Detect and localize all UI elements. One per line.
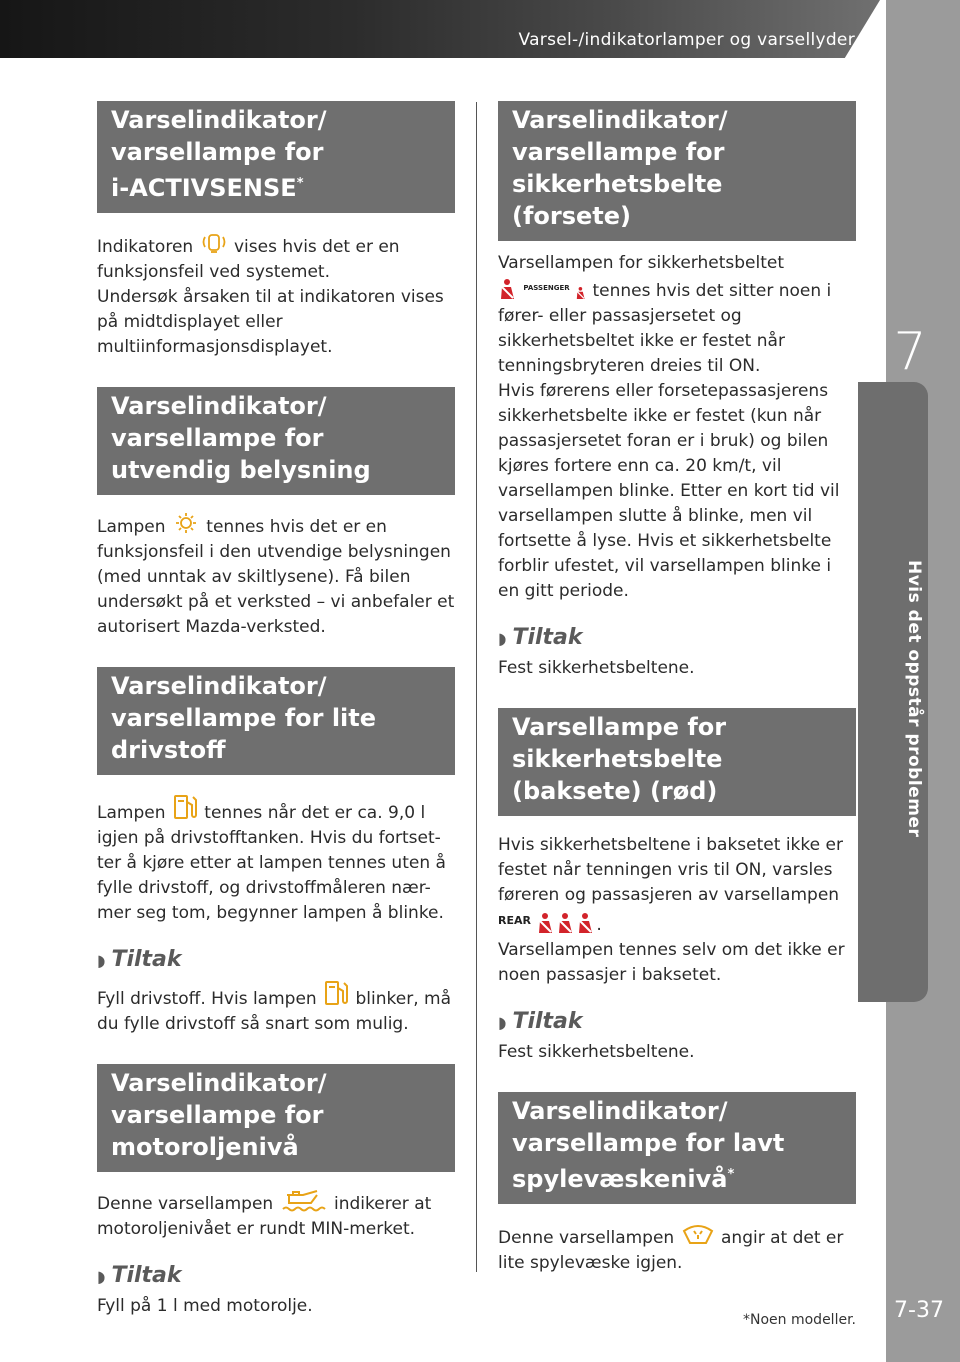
- heading-line: Varselindikator/: [111, 1069, 327, 1097]
- arrow-icon: ◗: [97, 951, 106, 970]
- footnote-star: *: [727, 1167, 735, 1182]
- action-front-seatbelt: Fest sikkerhetsbeltene.: [498, 658, 695, 678]
- footnote-star: *: [296, 176, 304, 191]
- heading-line: varsellampe for: [512, 138, 725, 166]
- seatbelt-icon: [498, 278, 518, 300]
- heading-exterior-light: [97, 387, 455, 495]
- heading-engine-oil: [97, 1064, 455, 1172]
- paragraph-washer-fluid: [498, 1221, 856, 1276]
- heading-activsense: [97, 101, 455, 213]
- text: Tiltak: [111, 947, 182, 972]
- text: Indikatoren: [97, 237, 194, 257]
- chapter-label: Hvis det oppstår problemer: [904, 560, 924, 838]
- fuel-pump-icon: [171, 792, 199, 822]
- passenger-label: PASSENGER: [523, 284, 570, 292]
- text: tennes hvis det sitter noen i fører- eller passasjersetet og sikkerhetsbeltet ikke er festet når tenningsbryteren dreies til ON.: [498, 281, 832, 376]
- text: Hvis sikkerhetsbeltene i baksetet ikke er festet når tenningen vris til ON, varsles føreren og passasjeren av varsellampen: [498, 835, 843, 905]
- arrow-icon: ◗: [498, 629, 507, 648]
- heading-line: motoroljenivå: [111, 1133, 299, 1161]
- text: Lampen: [97, 803, 166, 823]
- text: Lampen: [97, 517, 166, 537]
- heading-line: Varselindikator/: [512, 1097, 728, 1125]
- paragraph-rear-seatbelt: [498, 833, 856, 988]
- tiltak-heading: [498, 625, 856, 650]
- heading-line: varsellampe for lavt: [512, 1129, 785, 1157]
- text: Undersøk årsaken til at indikatoren vises på midtdisplayet eller multiinformasjonsdisplayet.: [97, 287, 444, 357]
- seatbelt-icon: [575, 286, 587, 300]
- heading-line: varsellampe for: [111, 1101, 324, 1129]
- heading-front-seatbelt: [498, 101, 856, 241]
- arrow-icon: ◗: [498, 1013, 507, 1032]
- seatbelt-icon: [576, 912, 596, 934]
- text: Denne varsellampen: [498, 1228, 675, 1248]
- text: Tiltak: [512, 625, 583, 650]
- heading-line: (baksete) (rød): [512, 777, 718, 805]
- paragraph-activsense: [97, 230, 455, 360]
- paragraph-low-fuel: [97, 792, 455, 926]
- text: indikerer at motoroljenivået er rundt MIN-merket.: [97, 1194, 432, 1239]
- paragraph-engine-oil: [97, 1189, 455, 1242]
- text: blinker, må du fylle drivstoff så snart som mulig.: [97, 989, 451, 1034]
- heading-line: varsellampe for: [111, 424, 324, 452]
- text: vises hvis det er en funksjonsfeil ved systemet.: [97, 237, 400, 282]
- paragraph-front-seatbelt: [498, 251, 856, 604]
- tiltak-heading: [97, 947, 455, 972]
- heading-line: varsellampe for lite drivstoff: [111, 704, 377, 764]
- tiltak-heading: [97, 1263, 455, 1288]
- heading-line: spylevæskenivå: [512, 1165, 728, 1193]
- page-number: 7-37: [894, 1298, 944, 1323]
- chapter-number: 7: [893, 322, 927, 382]
- washer-icon: [680, 1221, 716, 1247]
- text: Tiltak: [111, 1263, 182, 1288]
- action-rear-seatbelt: Fest sikkerhetsbeltene.: [498, 1042, 695, 1062]
- text: Denne varsellampen: [97, 1194, 274, 1214]
- heading-line: Varselindikator/: [111, 106, 327, 134]
- header-title: Varsel-/indikatorlamper og varsellyder: [518, 30, 855, 50]
- text: Fyll drivstoff. Hvis lampen: [97, 989, 317, 1009]
- radar-car-icon: [199, 230, 229, 256]
- text: tennes når det er ca. 9,0 l igjen på drivstofftanken. Hvis du fortset-ter å kjøre etter at lampen tennes uten å fylle drivstoff, og drivstoffmåleren nær-mer seg tom, begynner lampen å blinke.: [97, 803, 446, 923]
- text: Hvis førerens eller forsetepassasjerens sikkerhetsbelte ikke er festet (kun når passasjersetet foran er i bruk) og bilen kjøres fortere enn ca. 20 km/t, vil varsellampen blinke. Etter en kort tid vil varsellampen slutte å blinke, men vil fortsette å lyse. Hvis et sikkerhetsbelte forblir ufestet, vil varsellampen blinke i en gitt periode.: [498, 381, 840, 601]
- heading-low-fuel: [97, 667, 455, 775]
- paragraph-exterior-light: [97, 512, 455, 640]
- heading-line: Varsellampe for: [512, 713, 727, 741]
- seatbelt-icon: [556, 912, 576, 934]
- text: Varsellampen for sikkerhetsbeltet: [498, 253, 784, 273]
- heading-line: sikkerhetsbelte (forsete): [512, 170, 723, 230]
- oil-can-icon: [279, 1189, 329, 1213]
- heading-line: varsellampe for: [111, 138, 324, 166]
- heading-washer-fluid: [498, 1092, 856, 1204]
- seatbelt-icon: [536, 912, 556, 934]
- heading-line: utvendig belysning: [111, 456, 371, 484]
- text: angir at det er lite spylevæske igjen.: [498, 1228, 844, 1273]
- column-divider: [476, 102, 477, 1272]
- footnote: *Noen modeller.: [743, 1312, 856, 1328]
- heading-rear-seatbelt: [498, 708, 856, 816]
- action-low-fuel: [97, 978, 455, 1037]
- text: Tiltak: [512, 1009, 583, 1034]
- heading-line: sikkerhetsbelte: [512, 745, 723, 773]
- heading-line: Varselindikator/: [111, 672, 327, 700]
- text: tennes hvis det er en funksjonsfeil i den utvendige belysningen (med unntak av skiltlysene). Få bilen undersøkt på et verksted – vi anbefaler et autorisert Mazda-verksted.: [97, 517, 455, 637]
- right-column: [498, 101, 856, 1303]
- fuel-pump-icon: [322, 978, 350, 1008]
- heading-line: Varselindikator/: [512, 106, 728, 134]
- text: .: [596, 915, 602, 935]
- tiltak-heading: [498, 1009, 856, 1034]
- heading-line: Varselindikator/: [111, 392, 327, 420]
- heading-line: i-ACTIVSENSE: [111, 174, 297, 202]
- text: Varsellampen tennes selv om det ikke er noen passasjer i baksetet.: [498, 940, 845, 985]
- left-column: [97, 101, 455, 1346]
- action-engine-oil: Fyll på 1 l med motorolje.: [97, 1296, 313, 1316]
- rear-label: REAR: [498, 914, 531, 927]
- exterior-light-icon: [171, 512, 201, 536]
- arrow-icon: ◗: [97, 1267, 106, 1286]
